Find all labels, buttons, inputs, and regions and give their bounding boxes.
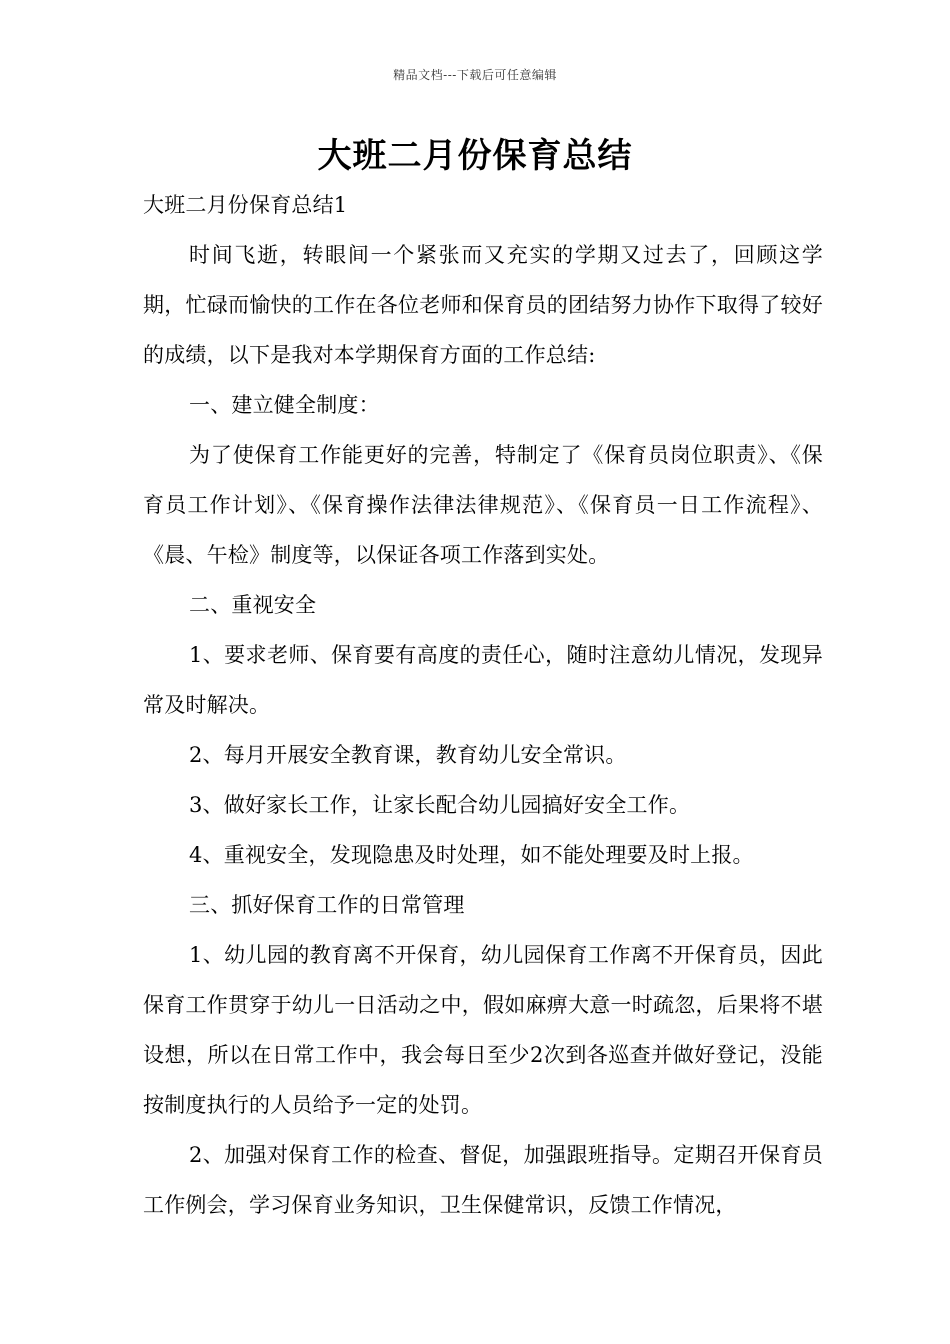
section-heading-2: 二、重视安全 bbox=[189, 593, 317, 617]
paragraph-system: 为了使保育工作能更好的完善，特制定了《保育员岗位职责》、《保育员工作计划》、《保育操作法律法律规范》、《保育员一日工作流程》、《晨、午检》制度等，以保证各项工作落到实处。 bbox=[143, 443, 823, 567]
header-note: 精品文档---下载后可任意编辑 bbox=[393, 68, 557, 82]
paragraph-intro: 时间飞逝，转眼间一个紧张而又充实的学期又过去了，回顾这学期，忙碌而愉快的工作在各位老师和保育员的团结努力协作下取得了较好的成绩，以下是我对本学期保育方面的工作总结: bbox=[143, 243, 823, 367]
list-item: 2、加强对保育工作的检查、督促，加强跟班指导。定期召开保育员工作例会，学习保育业务知识，卫生保健常识，反馈工作情况， bbox=[143, 1143, 823, 1217]
section-heading-1: 一、建立健全制度： bbox=[189, 393, 380, 417]
document-title: 大班二月份保育总结 bbox=[317, 136, 633, 176]
list-item: 1、要求老师、保育要有高度的责任心，随时注意幼儿情况，发现异常及时解决。 bbox=[143, 643, 823, 717]
list-item: 1、幼儿园的教育离不开保育，幼儿园保育工作离不开保育员，因此保育工作贯穿于幼儿一日活动之中，假如麻痹大意一时疏忽，后果将不堪设想，所以在日常工作中，我会每日至少2次到各巡查并做好登记，没能按制度执行的人员给予一定的处罚。 bbox=[143, 943, 823, 1117]
section-heading-3: 三、抓好保育工作的日常管理 bbox=[189, 893, 465, 917]
document-subtitle: 大班二月份保育总结1 bbox=[143, 193, 348, 217]
document-body bbox=[143, 180, 823, 1230]
list-item: 3、做好家长工作，让家长配合幼儿园搞好安全工作。 bbox=[189, 793, 691, 817]
list-item: 2、每月开展安全教育课，教育幼儿安全常识。 bbox=[189, 743, 627, 767]
list-item: 4、重视安全，发现隐患及时处理，如不能处理要及时上报。 bbox=[189, 843, 754, 867]
